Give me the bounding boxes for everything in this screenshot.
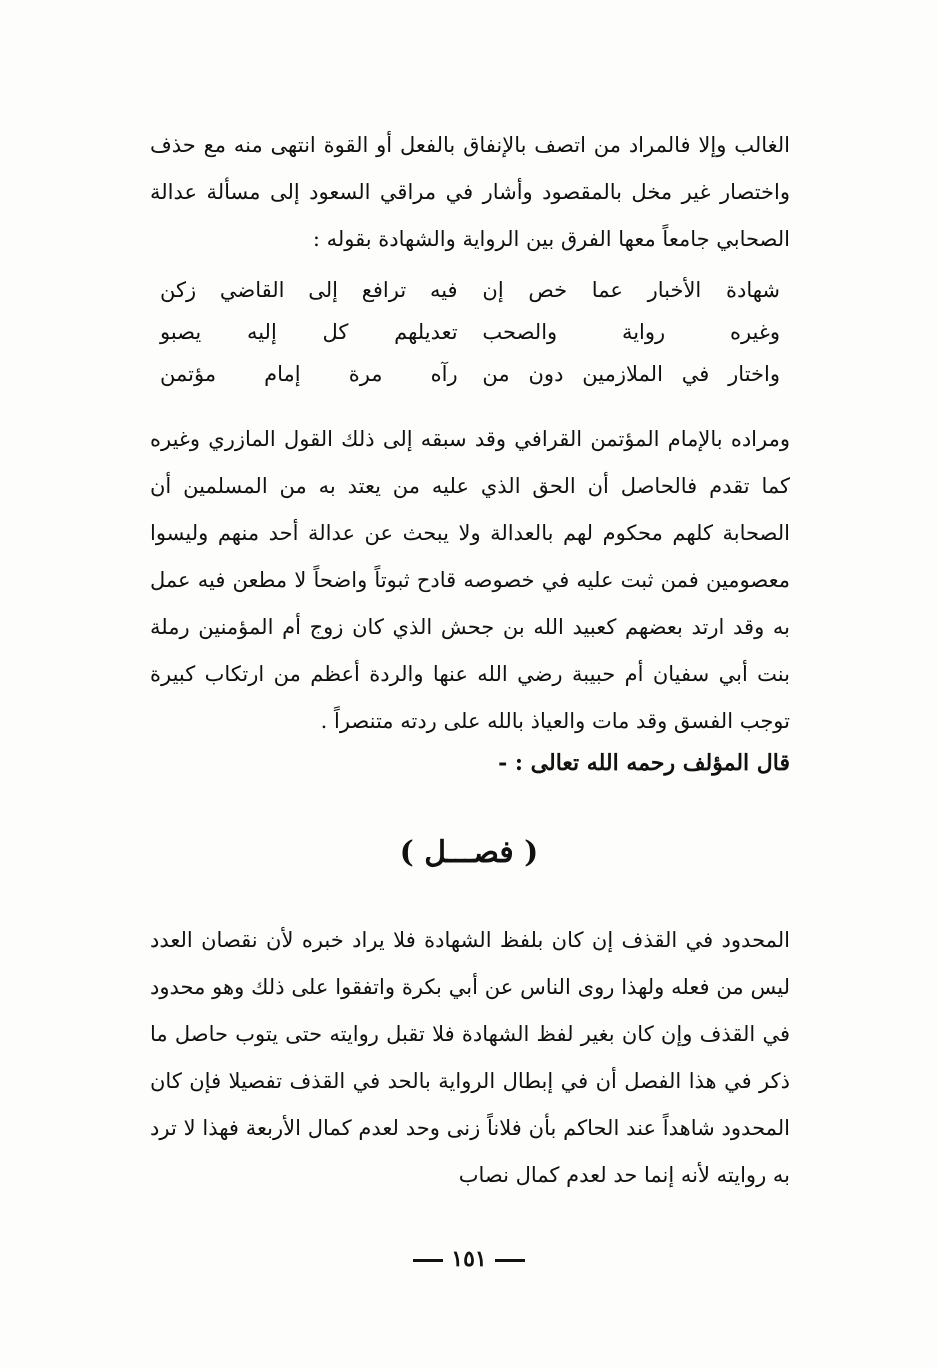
page-number-dash-right [495, 1259, 525, 1262]
paragraph-1: الغالب وإلا فالمراد من اتصف بالإنفاق بالفعل أو القوة انتهى منه مع حذف واختصار غير مخل بالمقصود وأشار في مراقي السعود إلى مسألة عدالة الصحابي جامعاً معها الفرق بين الرواية والشهادة بقوله : [150, 133, 790, 251]
author-statement: قال المؤلف رحمه الله تعالى : - [498, 750, 790, 776]
poem-verse-3 [160, 353, 780, 395]
paragraph-3: المحدود في القذف إن كان بلفظ الشهادة فلا يراد خبره لأن نقصان العدد ليس من فعله ولهذا روى الناس عن أبي بكرة واتفقوا على ذلك وهو محدود في القذف وإن كان بغير لفظ الشهادة فلا تقبل روايته حتى يتوب حاصل ما ذكر في هذا الفصل أن في إبطال الرواية بالحد في القذف تفصيلا فإن كان المحدود شاهداً عند الحاكم بأن فلاناً زنى وحد لعدم كمال الأربعة فهذا لا ترد به روايته لأنه إنما حد لعدم كمال نصاب [150, 928, 790, 1187]
verse-1-second-half: فيه ترافع إلى القاضي زكن [160, 278, 458, 302]
verse-2-second-half: تعديلهم كل إليه يصبو [160, 320, 458, 344]
page-number-dash-left [413, 1259, 443, 1262]
poem-block [160, 269, 780, 395]
verse-1-first-half: شهادة الأخبار عما خص إن [482, 278, 780, 302]
verse-2-first-half: وغيره رواية والصحب [482, 320, 780, 344]
verse-3-first-half: واختار في الملازمين دون من [482, 362, 780, 386]
page-number-footer [0, 1246, 938, 1272]
poem-verse-2 [160, 311, 780, 353]
page-number: ١٥١ [451, 1246, 487, 1272]
poem-verse-1 [160, 269, 780, 311]
verse-3-second-half: رآه مرة إمام مؤتمن [160, 362, 458, 386]
section-heading: ( فصـــل ) [399, 835, 539, 870]
paragraph-2: ومراده بالإمام المؤتمن القرافي وقد سبقه إلى ذلك القول المازري وغيره كما تقدم فالحاصل أن الحق الذي عليه من يعتد به من المسلمين أن الصحابة كلهم محكوم لهم بالعدالة ولا يبحث عن عدالة أحد منهم وليسوا معصومين فمن ثبت عليه في خصوصه قادح ثبوتاً واضحاً لا مطعن فيه عمل به وقد ارتد بعضهم كعبيد الله بن جحش الذي كان زوج أم المؤمنين رملة بنت أبي سفيان أم حبيبة رضي الله عنها والردة أعظم من ارتكاب كبيرة توجب الفسق وقد مات والعياذ بالله على ردته متنصراً . [150, 427, 790, 733]
